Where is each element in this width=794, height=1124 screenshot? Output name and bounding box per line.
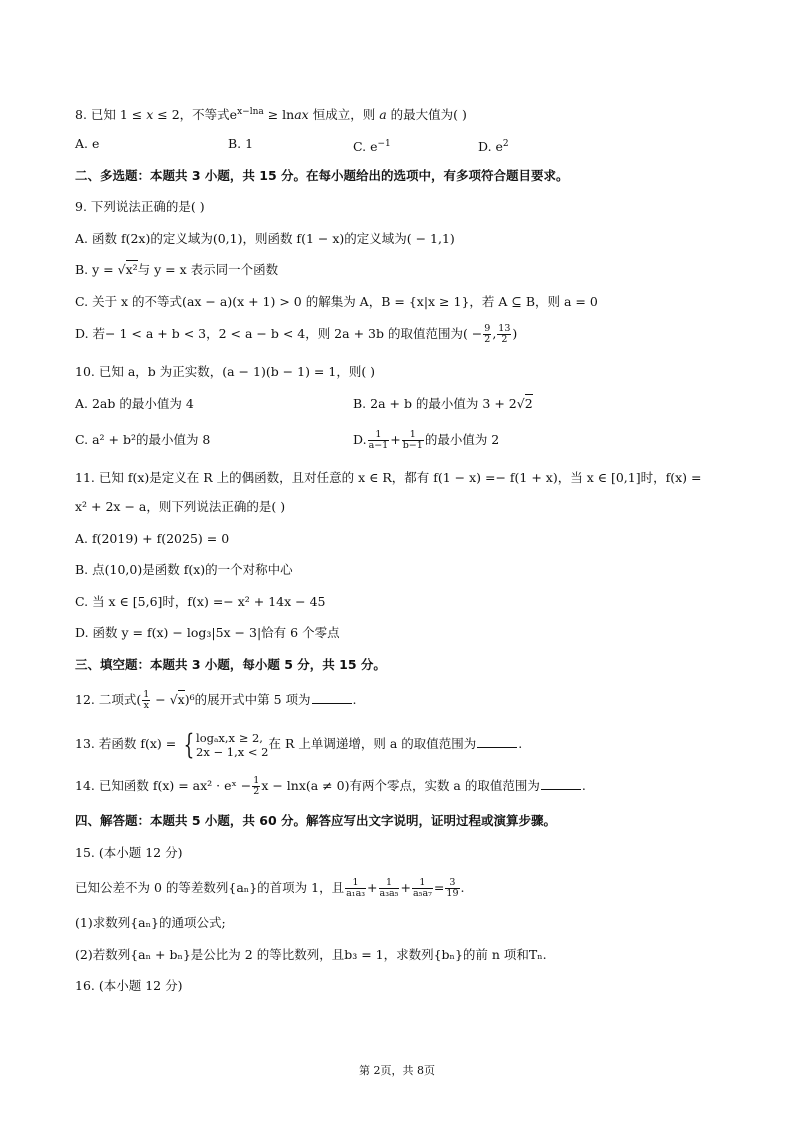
- q15-result-num: 3: [445, 878, 459, 889]
- q15-fraction-1: [345, 878, 366, 899]
- q15-frac1-den: a₁a₃: [346, 888, 366, 899]
- q15-stem: [75, 878, 464, 899]
- q14-pre: 14. 已知函数 f(x) = ax² · eˣ −: [75, 778, 252, 793]
- q13-brace: {: [183, 727, 195, 761]
- q13-pre: 13. 若函数 f(x) =: [75, 736, 181, 751]
- q15-frac2-num: 1: [379, 878, 400, 889]
- q10-d-frac2-den: b−1: [402, 440, 423, 451]
- q15-frac2-den: a₃a₅: [379, 888, 399, 899]
- q12-post: )⁶的展开式中第 5 项为: [184, 692, 311, 707]
- q14-frac-num: 1: [253, 775, 260, 786]
- section-4-heading: 四、解答题：本题共 5 小题，共 60 分。解答应写出文字说明，证明过程或演算步骤。: [75, 813, 557, 828]
- q14-end: .: [581, 778, 586, 793]
- q15-part-1: (1)求数列{aₙ}的通项公式;: [75, 915, 226, 930]
- q9-d-frac1-num: 9: [484, 323, 491, 334]
- q12-frac-num: 1: [143, 689, 150, 700]
- q12-frac-den: x: [143, 700, 149, 711]
- q8-option-c-base: C. e: [353, 139, 378, 155]
- q11-option-d: D. 函数 y = f(x) − log₃|5x − 3|恰有 6 个零点: [75, 625, 340, 640]
- q15-equals: =: [433, 880, 445, 895]
- q10-d-pre: D.: [353, 432, 367, 447]
- q12-radicand: x: [177, 692, 185, 707]
- q8-stem-f: 恒成立，则: [308, 107, 380, 123]
- q11-option-b: B. 点(10,0)是函数 f(x)的一个对称中心: [75, 562, 293, 577]
- q14-frac-den: 2: [253, 786, 260, 797]
- q9-d-fraction-1: [483, 324, 491, 345]
- q8-option-d-sup: 2: [502, 139, 509, 149]
- q14-fraction: [252, 776, 260, 797]
- q10-d-plus: +: [390, 432, 401, 447]
- q14-stem: [75, 776, 586, 797]
- q9-b-pre: B. y =: [75, 262, 118, 277]
- q13-end: .: [518, 736, 523, 751]
- q10-b-radicand: 2: [524, 396, 533, 411]
- section-3-heading: 三、填空题：本题共 3 小题，每小题 5 分，共 15 分。: [75, 657, 386, 672]
- q15-frac3-den: a₅a₇: [412, 888, 432, 899]
- q9-option-c: C. 关于 x 的不等式(ax − a)(x + 1) > 0 的解集为 A，B = {x|x ≥ 1}，若 A ⊆ B，则 a = 0: [75, 294, 598, 309]
- q8-var-x: x: [146, 107, 154, 123]
- q15-part-2: (2)若数列{aₙ + bₙ}是公比为 2 的等比数列，且b₃ = 1，求数列{bₙ}的前 n 项和Tₙ.: [75, 947, 547, 962]
- q9-d-pre: D. 若− 1 < a + b < 3，2 < a − b < 4，则 2a + 3b 的取值范围为( −: [75, 326, 483, 341]
- q8-option-d-base: D. e: [478, 139, 503, 155]
- q11-stem-line-1: 11. 已知 f(x)是定义在 R 上的偶函数，且对任意的 x ∈ R，都有 f(1 − x) =− f(1 + x)，当 x ∈ [0,1]时，f(x) =: [75, 470, 702, 485]
- q12-fraction: [142, 690, 150, 711]
- q8-stem-c: ≤ 2，不等式e: [153, 107, 238, 123]
- q8-var-a: a: [379, 107, 387, 123]
- q13-cases: [196, 731, 268, 759]
- q15-title: 15. (本小题 12 分): [75, 845, 183, 860]
- q10-d-frac1-num: 1: [368, 430, 390, 441]
- q9-option-b: B. y = √x²与 y = x 表示同一个函数: [75, 262, 279, 277]
- q9-option-d: D. 若− 1 < a + b < 3，2 < a − b < 4，则 2a + 3b 的取值范围为( − $\frac{9}{2}$ , $\frac{13}{2}$ ): [75, 323, 518, 345]
- q9-option-a: A. 函数 f(2x)的定义域为(0,1)，则函数 f(1 − x)的定义域为( − 1,1): [75, 231, 455, 246]
- q8-option-b: B. 1: [228, 136, 254, 151]
- q13-case-1: logₐx,x ≥ 2,: [196, 730, 263, 745]
- q10-d-frac1-den: a−1: [368, 440, 389, 451]
- q8-exponent: x−lna: [237, 107, 264, 117]
- q10-option-d: [353, 430, 499, 451]
- q14-answer-blank[interactable]: [541, 777, 581, 790]
- q8-option-c-sup: −1: [377, 139, 391, 149]
- q10-b-pre: B. 2a + b 的最小值为 3 + 2: [353, 396, 517, 411]
- q8-option-d: [478, 134, 509, 157]
- q13-answer-blank[interactable]: [477, 735, 517, 748]
- q9-d-fraction-2: [497, 324, 511, 345]
- q10-option-c: C. a² + b²的最小值为 8: [75, 432, 211, 447]
- q12-end: .: [352, 692, 357, 707]
- q8-stem-h: 的最大值为( ): [386, 107, 467, 123]
- q10-stem: 10. 已知 a，b 为正实数，(a − 1)(b − 1) = 1，则( ): [75, 364, 376, 379]
- q15-frac3-num: 1: [412, 878, 433, 889]
- q15-plus-1: +: [367, 880, 378, 895]
- q9-d-frac1-den: 2: [484, 334, 491, 345]
- q10-d-fraction-2: [402, 430, 424, 451]
- q15-stem-pre: 已知公差不为 0 的等差数列{aₙ}的首项为 1，且: [75, 880, 345, 895]
- q9-d-frac2-num: 13: [498, 323, 511, 334]
- q9-d-post: ): [512, 326, 518, 341]
- q11-option-c: C. 当 x ∈ [5,6]时，f(x) =− x² + 14x − 45: [75, 594, 326, 609]
- q15-fraction-3: [412, 878, 433, 899]
- q9-b-radicand: x²: [125, 262, 138, 277]
- q11-stem-line-2: x² + 2x − a，则下列说法正确的是( ): [75, 499, 286, 514]
- q13-case-2: 2x − 1,x < 2: [196, 744, 269, 759]
- q12-stem: 12. 二项式( $\frac{1}{x}$ − √x)⁶的展开式中第 5 项为 .: [75, 689, 357, 711]
- q12-mid: −: [151, 692, 170, 707]
- q8-option-c: [353, 134, 391, 157]
- q10-option-a: A. 2ab 的最小值为 4: [75, 396, 194, 411]
- q12-pre: 12. 二项式(: [75, 692, 142, 707]
- q10-d-fraction-1: [368, 430, 390, 451]
- q13-post: 在 R 上单调递增，则 a 的取值范围为: [268, 736, 477, 751]
- q15-plus-2: +: [400, 880, 411, 895]
- page-footer: 第 2页，共 8页: [359, 1064, 435, 1077]
- q15-frac1-num: 1: [345, 878, 366, 889]
- q8-stem-a: 8. 已知 1 ≤: [75, 107, 147, 123]
- q15-stem-end: .: [460, 880, 465, 895]
- q12-answer-blank[interactable]: [312, 691, 352, 704]
- q8-var-ax: ax: [294, 107, 309, 123]
- q13-stem: [75, 728, 522, 760]
- q15-fraction-result: [445, 878, 459, 899]
- q9-stem: 9. 下列说法正确的是( ): [75, 199, 205, 214]
- q9-b-post: 与 y = x 表示同一个函数: [137, 262, 279, 277]
- q15-result-den: 19: [446, 888, 459, 899]
- q10-d-frac2-num: 1: [402, 430, 424, 441]
- section-2-heading: 二、多选题：本题共 3 小题，共 15 分。在每小题给出的选项中，有多项符合题目要求。: [75, 168, 569, 183]
- q8-option-a: A. e: [75, 136, 100, 151]
- q8-stem-d: ≥ ln: [263, 107, 295, 123]
- q9-d-frac2-den: 2: [501, 334, 508, 345]
- q15-fraction-2: [379, 878, 400, 899]
- q10-d-post: 的最小值为 2: [424, 432, 500, 447]
- q10-option-b: B. 2a + b 的最小值为 3 + 2√2: [353, 396, 533, 411]
- q8-stem: [75, 102, 467, 125]
- q16-title: 16. (本小题 12 分): [75, 978, 183, 993]
- q14-post: x − lnx(a ≠ 0)有两个零点，实数 a 的取值范围为: [261, 778, 540, 793]
- q11-option-a: A. f(2019) + f(2025) = 0: [75, 531, 230, 546]
